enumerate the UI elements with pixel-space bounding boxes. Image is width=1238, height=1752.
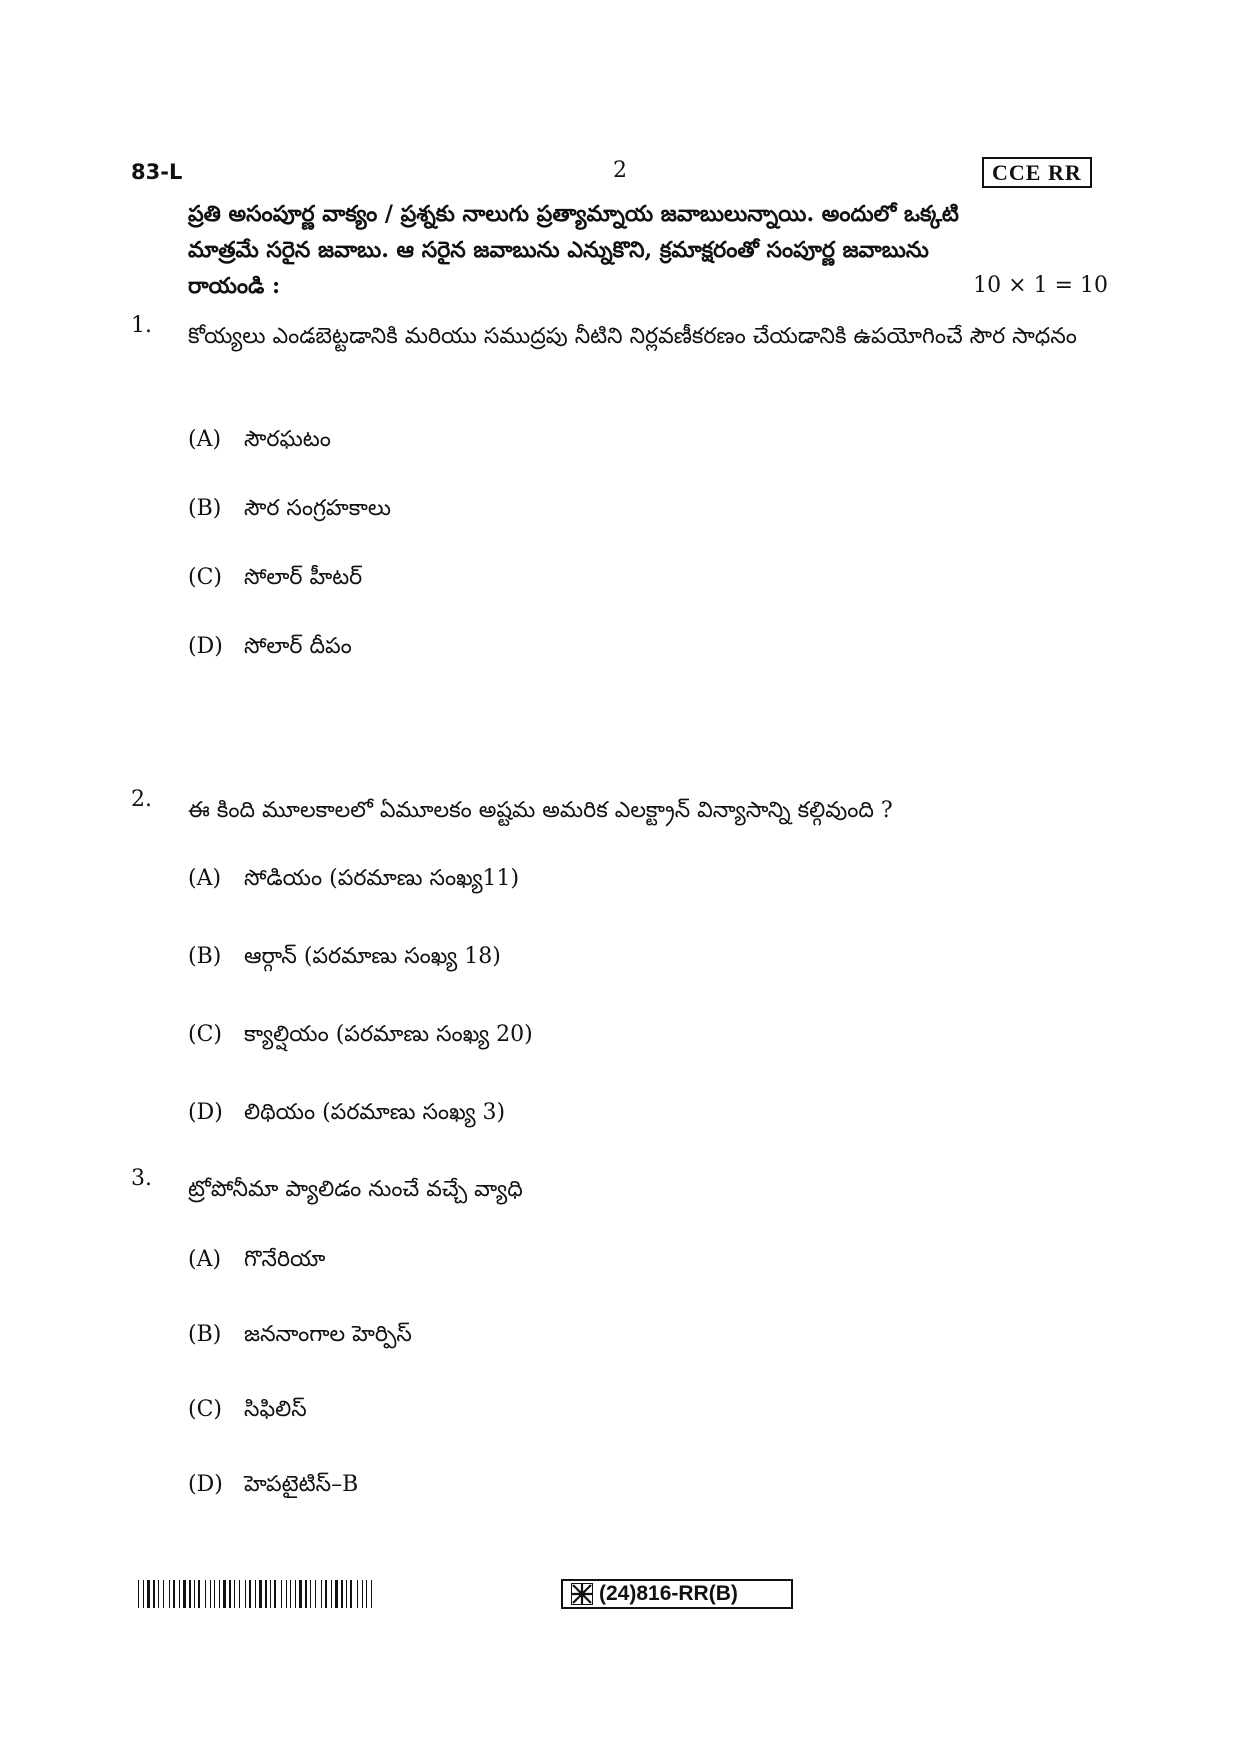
barcode-bar xyxy=(138,1580,139,1608)
q2-option-b[interactable] xyxy=(188,944,501,974)
option-text: జననాంగాల హెర్పిస్ xyxy=(244,1322,412,1347)
option-letter: (A) xyxy=(188,1247,222,1272)
question-number: 3. xyxy=(131,1166,152,1191)
barcode-bar xyxy=(274,1580,276,1608)
barcode-bar xyxy=(270,1580,271,1608)
barcode-bar xyxy=(169,1580,170,1608)
barcode-bar xyxy=(321,1580,322,1608)
question-text: ట్రోపోనీమా ప్యాలిడం నుంచే వచ్చే వ్యాధి xyxy=(188,1177,523,1202)
barcode-bar xyxy=(346,1580,347,1608)
option-letter: (D) xyxy=(188,1472,223,1497)
instructions xyxy=(188,196,1108,304)
barcode-bar xyxy=(223,1580,226,1608)
option-text: సోడియం (పరమాణు సంఖ్య11) xyxy=(244,866,520,891)
barcode-bar xyxy=(239,1580,240,1608)
option-text: హెపటైటిస్–B xyxy=(244,1472,359,1497)
barcode-bar xyxy=(371,1580,372,1608)
barcode-bar xyxy=(214,1580,215,1608)
barcode-bar xyxy=(335,1580,338,1608)
q1-option-c[interactable] xyxy=(188,565,362,595)
barcode-bar xyxy=(341,1580,343,1608)
barcode-bar xyxy=(179,1580,180,1608)
option-text: సోలార్ హీటర్ xyxy=(244,565,363,590)
question-number: 1. xyxy=(131,313,152,338)
instructions-write-label: రాయండి : xyxy=(188,273,281,299)
barcode-bar xyxy=(366,1580,367,1608)
barcode-bar xyxy=(249,1580,251,1608)
barcode-bar xyxy=(265,1580,267,1608)
page-number: 2 xyxy=(613,158,627,183)
q1-option-b[interactable] xyxy=(188,496,391,526)
option-text: సోలార్ దీపం xyxy=(244,634,352,659)
option-letter: (B) xyxy=(188,1322,222,1347)
barcode-bar xyxy=(295,1580,296,1608)
question-number: 2. xyxy=(131,787,152,812)
q3-option-b[interactable] xyxy=(188,1322,412,1352)
barcode-bar xyxy=(183,1580,186,1608)
barcode-bar xyxy=(210,1580,211,1608)
option-text: గొనేరియా xyxy=(244,1247,326,1272)
barcode-image xyxy=(138,1580,374,1608)
question-1 xyxy=(131,313,1109,361)
option-text: సిఫిలిస్ xyxy=(244,1397,307,1422)
option-letter: (D) xyxy=(188,634,223,659)
paper-code-box xyxy=(561,1579,793,1609)
barcode-bar xyxy=(234,1580,235,1608)
barcode-bar xyxy=(362,1580,363,1608)
barcode-bar xyxy=(290,1580,291,1608)
option-letter: (C) xyxy=(188,1397,222,1422)
option-text: లిథియం (పరమాణు సంఖ్య 3) xyxy=(244,1100,506,1125)
subject-code: 83-L xyxy=(131,160,183,184)
barcode-bar xyxy=(153,1580,155,1608)
barcode-bar xyxy=(357,1580,358,1608)
option-text: క్యాల్షియం (పరమాణు సంఖ్య 20) xyxy=(244,1022,533,1047)
option-text: ఆర్గాన్ (పరమాణు సంఖ్య 18) xyxy=(244,944,501,969)
barcode-bar xyxy=(158,1580,159,1608)
question-3 xyxy=(131,1166,1109,1214)
barcode-bar xyxy=(219,1580,220,1608)
barcode-bar xyxy=(194,1580,195,1608)
q1-option-d[interactable] xyxy=(188,634,352,664)
barcode-bar xyxy=(259,1580,262,1608)
q1-option-a[interactable] xyxy=(188,427,331,457)
printer-mark-icon xyxy=(571,1583,593,1605)
paper-code: (24)816-RR(B) xyxy=(599,1582,738,1605)
q2-option-a[interactable] xyxy=(188,866,519,896)
barcode-bar xyxy=(198,1580,200,1608)
barcode-bar xyxy=(286,1580,287,1608)
q2-option-d[interactable] xyxy=(188,1100,505,1130)
marks-allocation: 10 × 1 = 10 xyxy=(973,273,1108,298)
barcode-bar xyxy=(189,1580,191,1608)
barcode-bar xyxy=(331,1580,332,1608)
barcode-bar xyxy=(310,1580,311,1608)
option-letter: (B) xyxy=(188,496,222,521)
q3-option-d[interactable] xyxy=(188,1472,358,1502)
barcode-bar xyxy=(143,1580,144,1608)
barcode-bar xyxy=(315,1580,316,1608)
q3-option-a[interactable] xyxy=(188,1247,325,1277)
exam-type-badge: CCE RR xyxy=(982,157,1092,188)
q3-option-c[interactable] xyxy=(188,1397,307,1427)
barcode-bar xyxy=(325,1580,327,1608)
question-text: ఈ కింది మూలకాలలో ఏమూలకం అష్టమ అమరిక ఎలక్ట్రాన్ విన్యాసాన్ని కల్గివుంది ? xyxy=(188,798,893,823)
option-text: సౌరఘటం xyxy=(244,427,331,452)
option-letter: (A) xyxy=(188,866,222,891)
barcode-bar xyxy=(147,1580,150,1608)
barcode-bar xyxy=(163,1580,164,1608)
barcode-bar xyxy=(281,1580,282,1608)
instructions-line-3 xyxy=(188,268,1108,304)
barcode-bar xyxy=(245,1580,246,1608)
barcode-bar xyxy=(350,1580,352,1608)
instructions-line-2: మాత్రమే సరైన జవాబు. ఆ సరైన జవాబును ఎన్నుకొని, క్రమాక్షరంతో సంపూర్ణ జవాబును xyxy=(188,237,929,263)
option-text: సౌర సంగ్రహకాలు xyxy=(244,496,392,521)
barcode-bar xyxy=(299,1580,302,1608)
instructions-line-1: ప్రతి అసంపూర్ణ వాక్యం / ప్రశ్నకు నాలుగు ప్రత్యామ్నాయ జవాబులున్నాయి. అందులో ఒక్కటి xyxy=(188,201,959,227)
question-text: కోయ్యలు ఎండబెట్టడానికి మరియు సముద్రపు నీటిని నిర్లవణీకరణం చేయడానికి ఉపయోగించే సౌర సాధనం xyxy=(188,324,1077,349)
q2-option-c[interactable] xyxy=(188,1022,533,1052)
barcode-bar xyxy=(173,1580,175,1608)
option-letter: (B) xyxy=(188,944,222,969)
option-letter: (C) xyxy=(188,1022,222,1047)
barcode-bar xyxy=(255,1580,256,1608)
option-letter: (C) xyxy=(188,565,222,590)
barcode-bar xyxy=(229,1580,231,1608)
barcode-bar xyxy=(205,1580,206,1608)
question-2 xyxy=(131,787,1109,835)
option-letter: (D) xyxy=(188,1100,223,1125)
barcode-bar xyxy=(305,1580,307,1608)
option-letter: (A) xyxy=(188,427,222,452)
